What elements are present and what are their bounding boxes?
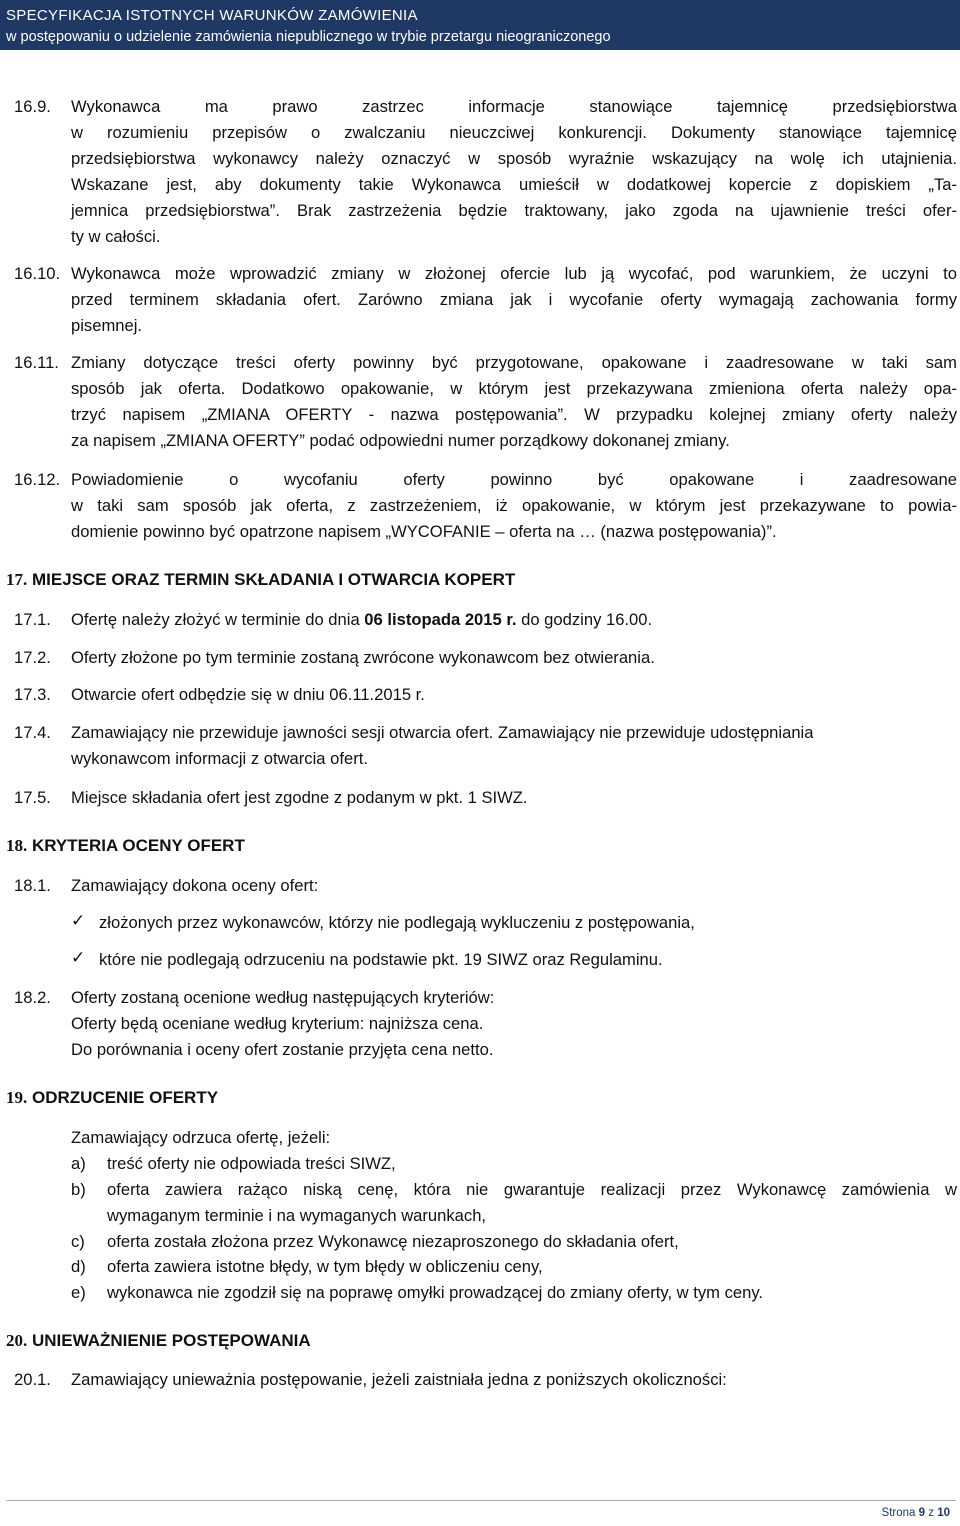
item-number: 17.5.: [14, 788, 51, 807]
item-text: Zamawiający unieważnia postępowanie, jeżeli zaistniała jedna z poniższych okoliczności:: [71, 1370, 727, 1389]
list-label: b): [71, 1180, 86, 1199]
paragraph-line: trzyć napisem „ZMIANA OFERTY - nazwa postępowania”. W przypadku kolejnej zmiany oferty należy: [71, 405, 957, 424]
check-icon: ✓: [71, 911, 86, 930]
paragraph-line: Powiadomienie o wycofaniu oferty powinno być opakowane i zaadresowane: [71, 470, 957, 489]
paragraph-line: pisemnej.: [71, 316, 143, 335]
check-item: złożonych przez wykonawców, którzy nie podlegają wykluczeniu z postępowania,: [99, 913, 695, 932]
item-text: Oferty będą oceniane według kryterium: najniższa cena.: [71, 1014, 484, 1033]
list-item: oferta zawiera rażąco niską cenę, która nie gwarantuje realizacji przez Wykonawcę zamówienia w: [107, 1180, 957, 1199]
item-text: Ofertę należy złożyć w terminie do dnia 06 listopada 2015 r. do godziny 16.00.: [71, 610, 653, 629]
footer-divider: [6, 1500, 956, 1501]
section-number: 17.: [6, 570, 28, 589]
item-text: Do porównania i oceny ofert zostanie przyjęta cena netto.: [71, 1040, 494, 1059]
item-number: 17.4.: [14, 723, 51, 742]
list-label: a): [71, 1154, 86, 1173]
check-item: które nie podlegają odrzuceniu na podstawie pkt. 19 SIWZ oraz Regulaminu.: [99, 950, 663, 969]
item-text: Zamawiający dokona oceny ofert:: [71, 876, 319, 895]
document-header: [0, 0, 960, 50]
page-indicator: Strona 9 z 10: [881, 1507, 950, 1519]
list-item: treść oferty nie odpowiada treści SIWZ,: [107, 1154, 396, 1173]
paragraph-number: 16.9.: [14, 97, 51, 116]
paragraph-line: w taki sam sposób jak oferta, z zastrzeżeniem, iż opakowanie, w którym jest przekazywane to powia-: [71, 496, 957, 515]
list-item: wykonawca nie zgodził się na poprawę omyłki prowadzącej do zmiany oferty, w tym ceny.: [107, 1283, 764, 1302]
paragraph-number: 16.12.: [14, 470, 61, 489]
paragraph-line: domienie powinno być opatrzone napisem „WYCOFANIE – oferta na … (nazwa postępowania)”.: [71, 522, 777, 541]
item-text: Zamawiający nie przewiduje jawności sesji otwarcia ofert. Zamawiający nie przewiduje udostępniania: [71, 723, 814, 742]
list-item: wymaganym terminie i na wymaganych warunkach,: [107, 1206, 487, 1225]
section-title: UNIEWAŻNIENIE POSTĘPOWANIA: [32, 1331, 311, 1350]
paragraph-line: w rozumieniu przepisów o zwalczaniu nieuczciwej konkurencji. Dokumenty stanowiące tajemnicę: [71, 123, 957, 142]
section-number: 18.: [6, 836, 28, 855]
section-number: 20.: [6, 1331, 28, 1350]
paragraph-line: Wykonawca ma prawo zastrzec informacje stanowiące tajemnicę przedsiębiorstwa: [71, 97, 957, 116]
paragraph-line: przed terminem składania ofert. Zarówno zmiana jak i wycofanie oferty wymagają zachowania formy: [71, 290, 957, 309]
item-number: 18.2.: [14, 988, 51, 1007]
list-label: c): [71, 1232, 85, 1251]
section-title: KRYTERIA OCENY OFERT: [32, 836, 245, 855]
item-number: 17.2.: [14, 648, 51, 667]
intro-text: Zamawiający odrzuca ofertę, jeżeli:: [71, 1128, 331, 1147]
header-title: SPECYFIKACJA ISTOTNYCH WARUNKÓW ZAMÓWIENIA: [6, 7, 418, 24]
list-item: oferta zawiera istotne błędy, w tym błędy w obliczeniu ceny,: [107, 1257, 543, 1276]
item-text: Oferty złożone po tym terminie zostaną zwrócone wykonawcom bez otwierania.: [71, 648, 655, 667]
deadline-date: 06 listopada 2015 r.: [364, 610, 517, 629]
section-title: MIEJSCE ORAZ TERMIN SKŁADANIA I OTWARCIA KOPERT: [32, 570, 516, 589]
paragraph-line: Wykonawca może wprowadzić zmiany w złożonej ofercie lub ją wycofać, pod warunkiem, że uczyni to: [71, 264, 957, 283]
paragraph-number: 16.11.: [14, 353, 59, 372]
list-label: d): [71, 1257, 86, 1276]
paragraph-line: przedsiębiorstwa wykonawcy należy oznaczyć w sposób wyraźnie wskazujący na wolę ich utajnienia.: [71, 149, 957, 168]
section-title: ODRZUCENIE OFERTY: [32, 1088, 219, 1107]
item-number: 18.1.: [14, 876, 51, 895]
check-icon: ✓: [71, 948, 86, 967]
paragraph-line: jemnica przedsiębiorstwa”. Brak zastrzeżenia będzie traktowany, jako zgoda na ujawnienie treści ofer-: [71, 201, 957, 220]
item-number: 20.1.: [14, 1370, 51, 1389]
item-text: Miejsce składania ofert jest zgodne z podanym w pkt. 1 SIWZ.: [71, 788, 528, 807]
paragraph-line: Zmiany dotyczące treści oferty powinny być przygotowane, opakowane i zaadresowane w taki sam: [71, 353, 957, 372]
paragraph-line: sposób jak oferta. Dodatkowo opakowanie, w którym jest przekazywana zmieniona oferta należy opa-: [71, 379, 957, 398]
list-label: e): [71, 1283, 86, 1302]
header-subtitle: w postępowaniu o udzielenie zamówienia niepublicznego w trybie przetargu nieograniczonego: [6, 29, 611, 45]
paragraph-line: Wskazane jest, aby dokumenty takie Wykonawca umieścił w dodatkowej kopercie z dopiskiem „Ta-: [71, 175, 957, 194]
item-number: 17.1.: [14, 610, 51, 629]
paragraph-line: za napisem „ZMIANA OFERTY” podać odpowiedni numer porządkowy dokonanej zmiany.: [71, 431, 730, 450]
item-number: 17.3.: [14, 685, 51, 704]
item-text: wykonawcom informacji z otwarcia ofert.: [71, 749, 368, 768]
item-text: Otwarcie ofert odbędzie się w dniu 06.11.2015 r.: [71, 685, 425, 704]
list-item: oferta została złożona przez Wykonawcę niezaproszonego do składania ofert,: [107, 1232, 679, 1251]
paragraph-number: 16.10.: [14, 264, 61, 283]
item-text: Oferty zostaną ocenione według następujących kryteriów:: [71, 988, 495, 1007]
section-number: 19.: [6, 1088, 28, 1107]
paragraph-line: ty w całości.: [71, 227, 161, 246]
